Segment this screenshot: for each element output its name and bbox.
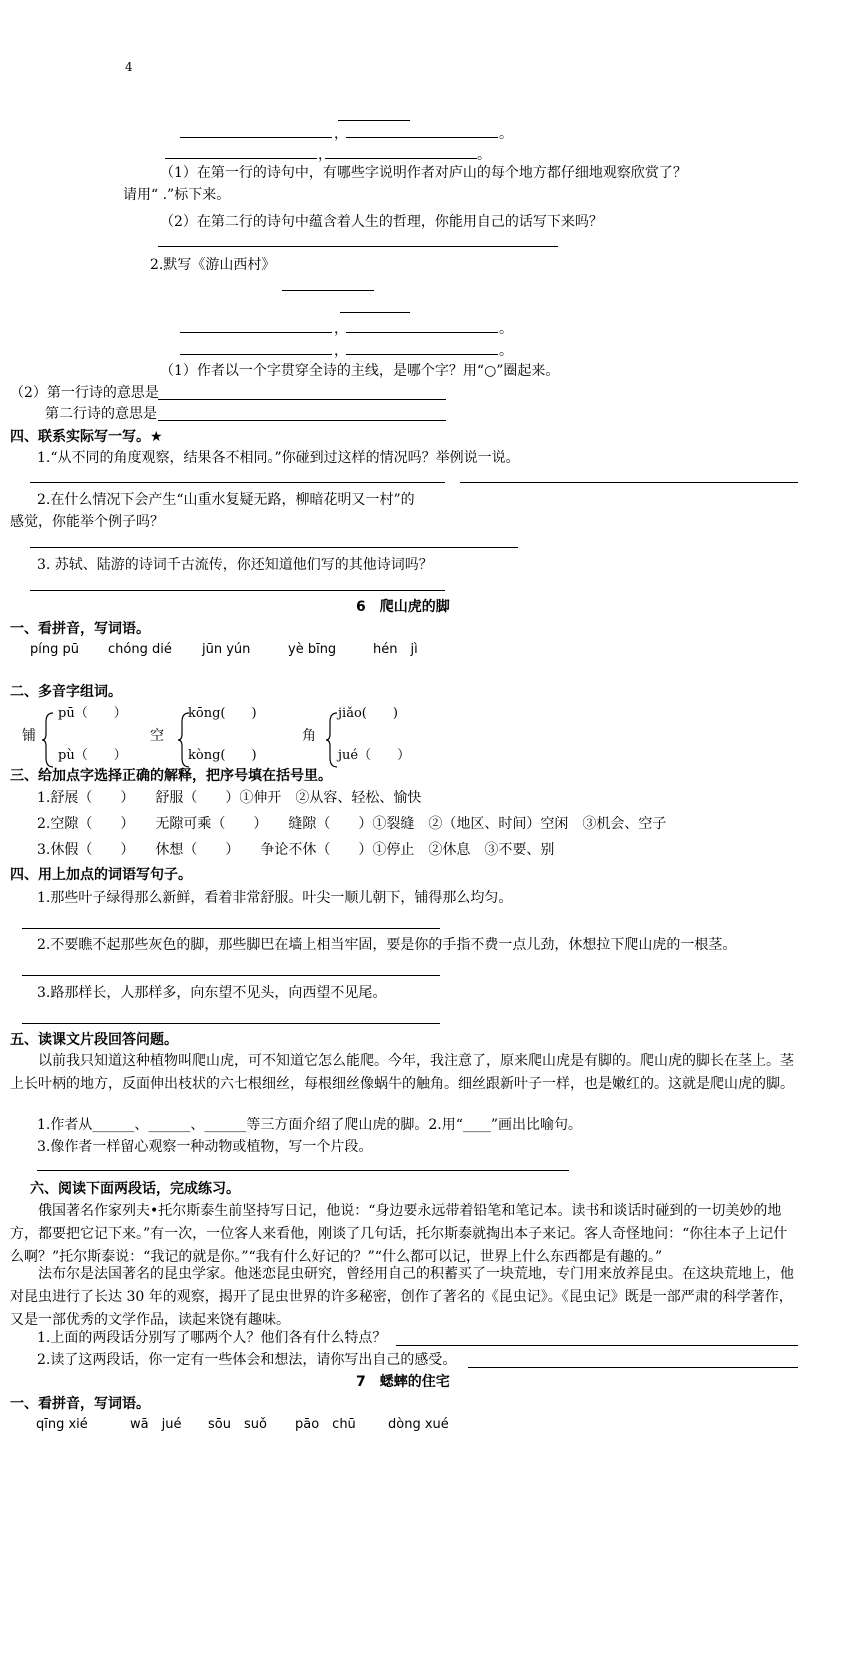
answer-blank[interactable] xyxy=(30,547,518,548)
poly-char-pu: 铺 xyxy=(22,728,36,744)
p3-line-3: 3.休假（ ） 休想（ ） 争论不休（ ）①停止 ②休息 ③不要、别 xyxy=(37,842,555,858)
answer-blank[interactable] xyxy=(22,928,440,929)
poem2-question-1: （1）作者以一个字贯穿全诗的主线，是哪个字？用“○”圈起来。 xyxy=(160,363,560,379)
pinyin-item: yè bīng xyxy=(288,642,337,657)
pinyin-item: qīng xié xyxy=(36,1417,88,1432)
poem2-line1b-blank[interactable] xyxy=(346,332,498,333)
comma: ， xyxy=(318,147,332,163)
s4-question-2-cont: 感觉，你能举个例子吗？ xyxy=(10,514,164,530)
part-title: 四、用上加点的词语写句子。 xyxy=(10,867,192,883)
s4-question-3: 3. 苏轼、陆游的诗词千古流传，你还知道他们写的其他诗词吗？ xyxy=(37,557,433,573)
p6-passage-2: 法布尔是法国著名的昆虫学家。他迷恋昆虫研究，曾经用自己的积蓄买了一块荒地，专门用来放养昆虫。在这块荒地上，他对昆虫进行了长达 30 年的观察，揭开了昆虫世界的许多秘密，创作了著名的《昆虫记》。《昆虫记》既是一部严肃的科学著作，又是一部优秀的文学作品，读起来饶有趣味。 xyxy=(10,1266,794,1328)
p5-passage: 以前我只知道这种植物叫爬山虎，可不知道它怎么能爬。今年，我注意了，原来爬山虎是有脚的。爬山虎的脚长在茎上。茎上长叶柄的地方，反面伸出枝状的六七根细丝，每根细丝像蜗牛的触角。细丝跟新叶子一样，也是嫩红的。这就是爬山虎的脚。 xyxy=(10,1053,794,1092)
p5-question-1: 1.作者从______、______、______等三方面介绍了爬山虎的脚。2.用“____”画出比喻句。 xyxy=(37,1117,583,1133)
pinyin-item: jūn yún xyxy=(202,642,251,657)
pinyin-item: wā jué xyxy=(130,1417,182,1432)
answer-blank[interactable] xyxy=(37,1170,569,1171)
comma: ， xyxy=(334,126,348,142)
poem1-question-1: （1）在第一行的诗句中，有哪些字说明作者对庐山的每个地方都仔细地观察欣赏了？ xyxy=(160,165,687,181)
part-title: 一、看拼音，写词语。 xyxy=(10,1396,150,1412)
poem1-question-1-cont: 请用“ .”标下来。 xyxy=(123,187,231,203)
answer-blank[interactable] xyxy=(22,1023,440,1024)
part-title: 二、多音字组词。 xyxy=(10,684,122,700)
poem1-line1b-blank[interactable] xyxy=(346,137,498,138)
answer-blank[interactable] xyxy=(158,420,446,421)
part-title: 一、看拼音，写词语。 xyxy=(10,621,150,637)
poly-char-kong: 空 xyxy=(150,728,164,744)
poem2-author-blank[interactable] xyxy=(340,312,410,313)
lesson-title: 6 爬山虎的脚 xyxy=(356,599,450,615)
part-title: 三、给加点字选择正确的解释，把序号填在括号里。 xyxy=(10,768,332,784)
p4-sentence-3: 3.路那样长，人那样多，向东望不见头，向西望不见尾。 xyxy=(37,985,387,1001)
poem2-line2a-blank[interactable] xyxy=(180,354,332,355)
answer-blank[interactable] xyxy=(396,1345,798,1346)
p4-sentence-2: 2.不要瞧不起那些灰色的脚，那些脚巴在墙上相当牢固，要是你的手指不费一点儿劲，休想拉下爬山虎的一根茎。 xyxy=(37,937,737,953)
poem1-line1a-blank[interactable] xyxy=(180,137,332,138)
reading-jue[interactable]: jué（ ） xyxy=(338,748,411,763)
poem2-question-2b: 第二行诗的意思是 xyxy=(45,406,157,422)
reading-pu4[interactable]: pù（ ） xyxy=(58,748,127,763)
period: 。 xyxy=(499,343,513,359)
poem1-question-2: （2）在第二行的诗句中蕴含着人生的哲理，你能用自己的话写下来吗？ xyxy=(160,214,603,230)
p6-question-1: 1.上面的两段话分别写了哪两个人？他们各有什么特点？ xyxy=(37,1330,387,1346)
comma: ， xyxy=(334,321,348,337)
pinyin-item: chóng dié xyxy=(108,642,172,657)
p4-sentence-1: 1.那些叶子绿得那么新鲜，看着非常舒服。叶尖一顺儿朝下，铺得那么均匀。 xyxy=(37,890,513,906)
poem2-question-2a: （2）第一行诗的意思是 xyxy=(10,385,159,401)
period: 。 xyxy=(499,126,513,142)
answer-blank[interactable] xyxy=(30,482,445,483)
poem2-line2b-blank[interactable] xyxy=(346,354,498,355)
p3-line-1: 1.舒展（ ） 舒服（ ）①伸开 ②从容、轻松、愉快 xyxy=(37,790,422,806)
dictation-title: 2.默写《游山西村》 xyxy=(150,257,276,273)
s4-question-2: 2.在什么情况下会产生“山重水复疑无路，柳暗花明又一村”的 xyxy=(37,492,415,508)
answer-blank[interactable] xyxy=(460,482,798,483)
pinyin-item: pāo chū xyxy=(295,1417,356,1432)
reading-pu1[interactable]: pū（ ） xyxy=(58,706,127,721)
answer-blank[interactable] xyxy=(468,1367,798,1368)
section-title: 四、联系实际写一写。★ xyxy=(10,429,163,445)
answer-blank[interactable] xyxy=(22,975,440,976)
period: 。 xyxy=(477,147,491,163)
brace-icon xyxy=(326,712,338,768)
p3-line-2: 2.空隙（ ） 无隙可乘（ ） 缝隙（ ）①裂缝 ②（地区、时间）空闲 ③机会、空子 xyxy=(37,816,667,832)
part-title: 五、读课文片段回答问题。 xyxy=(10,1032,178,1048)
period: 。 xyxy=(499,321,513,337)
poly-char-jiao: 角 xyxy=(302,728,316,744)
poem2-title-blank[interactable] xyxy=(282,290,374,291)
reading-kong4[interactable]: kòng( ) xyxy=(188,748,257,763)
comma: ， xyxy=(334,343,348,359)
poem1-line2b-blank[interactable] xyxy=(325,158,477,159)
p6-question-2: 2.读了这两段话，你一定有一些体会和想法，请你写出自己的感受。 xyxy=(37,1352,457,1368)
reading-kong1[interactable]: kōng( ) xyxy=(188,706,257,721)
pinyin-item: hén jì xyxy=(373,642,418,657)
brace-icon xyxy=(42,712,54,768)
pinyin-item: píng pū xyxy=(30,642,79,657)
p5-question-2: 3.像作者一样留心观察一种动物或植物，写一个片段。 xyxy=(37,1139,373,1155)
pinyin-item: sōu suǒ xyxy=(208,1417,267,1432)
answer-blank[interactable] xyxy=(158,246,558,247)
answer-blank[interactable] xyxy=(30,590,445,591)
answer-blank[interactable] xyxy=(158,399,446,400)
poem1-title-blank[interactable] xyxy=(338,120,410,121)
part-title: 六、阅读下面两段话，完成练习。 xyxy=(30,1181,240,1197)
p6-passage-1: 俄国著名作家列夫•托尔斯泰生前坚持写日记，他说：“身边要永远带着铅笔和笔记本。读书和谈话时碰到的一切美妙的地方，都要把它记下来。”有一次，一位客人来看他，刚谈了几句话，托尔斯泰就掏出本子来记。客人奇怪地问：“你往本子上记什么啊？”托尔斯泰说：“我记的就是你。”“我有什么好记的？”“什么都可以记，世界上什么东西都是有趣的。” xyxy=(10,1203,788,1265)
poem2-line1a-blank[interactable] xyxy=(180,332,332,333)
reading-jiao[interactable]: jiǎo( ) xyxy=(338,706,398,721)
lesson-title: 7 蟋蟀的住宅 xyxy=(356,1374,450,1390)
s4-question-1: 1.“从不同的角度观察，结果各不相同。”你碰到过这样的情况吗？举例说一说。 xyxy=(37,450,520,466)
page-number: 4 xyxy=(125,60,133,74)
poem1-line2a-blank[interactable] xyxy=(165,158,317,159)
pinyin-item: dòng xué xyxy=(388,1417,449,1432)
